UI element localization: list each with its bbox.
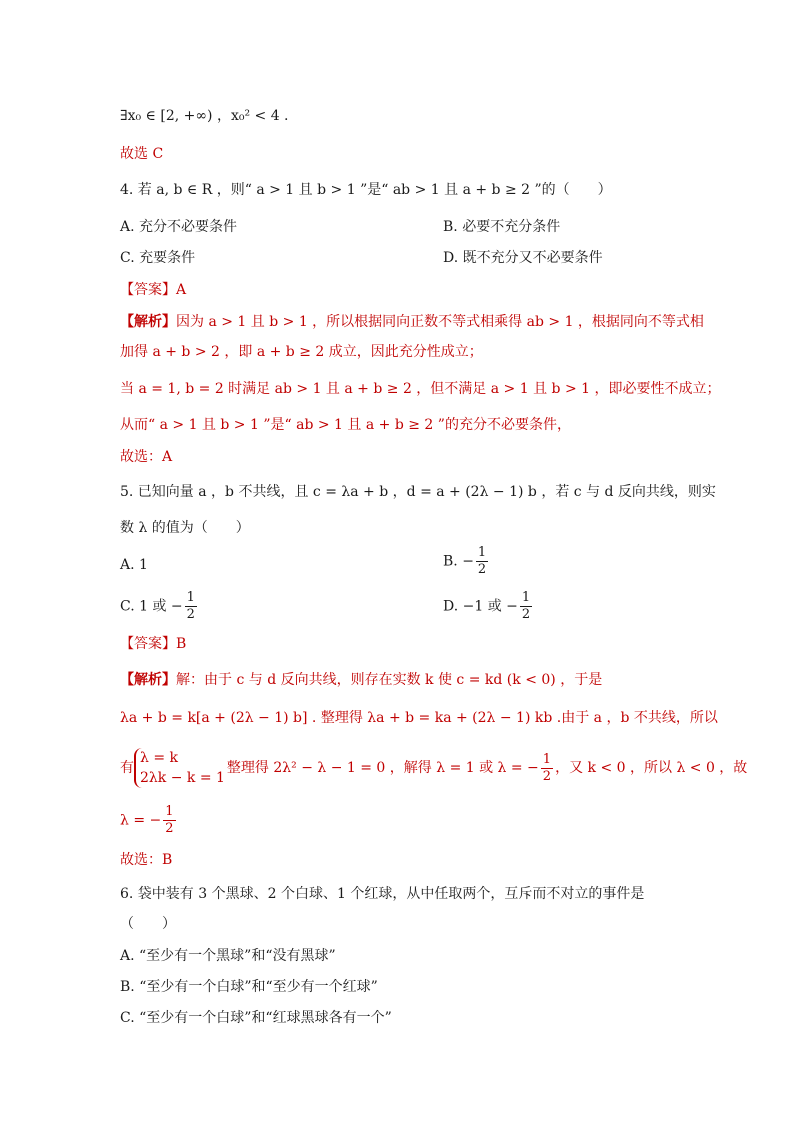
q5-exp3-middle: 整理得 2λ² − λ − 1 = 0 ，解得 λ = 1 或 λ = − xyxy=(226,760,539,776)
q5-stem-2: 数 λ 的值为（ ） xyxy=(120,520,250,536)
q5-final-answer: 故选：B xyxy=(120,852,173,868)
q5-exp1-text: 解：由于 c 与 d 反向共线，则存在实数 k 使 c = kd (k < 0) ，于是 xyxy=(176,672,603,688)
q4-option-b: B. 必要不充分条件 xyxy=(443,219,561,235)
q4-explanation-4: 从而“ a > 1 且 b > 1 ”是“ ab > 1 且 a + b ≥ 2 ”的充分不必要条件， xyxy=(120,417,571,433)
q5-option-b-prefix: B. − xyxy=(443,553,474,570)
q5-exp3-prefix: 有 xyxy=(120,760,134,776)
fraction xyxy=(541,752,553,785)
fraction-denominator: 2 xyxy=(477,562,487,577)
q5-explanation-3 xyxy=(120,748,747,788)
q5-explanation-2: λa + b = k[a + (2λ − 1) b] . 整理得 λa + b = ka + (2λ − 1) kb .由于 a ，b 不共线，所以 xyxy=(120,710,718,726)
continuation-line: ∃x₀ ∈ [2, +∞) ，x₀² < 4 . xyxy=(120,108,289,124)
fraction-numerator: 1 xyxy=(521,590,531,605)
fraction-numerator: 1 xyxy=(165,804,174,819)
q6-stem-1: 6. 袋中装有 3 个黑球、2 个白球、1 个红球，从中任取两个，互斥而不对立的事件是 xyxy=(120,886,645,902)
q4-explanation-1 xyxy=(120,312,704,332)
fraction xyxy=(185,590,197,623)
q5-exp4-prefix: λ = − xyxy=(120,812,162,829)
q5-option-a: A. 1 xyxy=(120,557,148,573)
q5-explanation-4 xyxy=(120,804,178,837)
previous-answer-line: 故选 C xyxy=(120,146,164,162)
fraction-numerator: 1 xyxy=(186,590,195,605)
q5-option-d-prefix: D. −1 或 − xyxy=(443,598,518,615)
fraction-denominator: 2 xyxy=(521,607,531,622)
q5-option-b xyxy=(443,545,490,578)
q6-option-b: B. “至少有一个白球”和“至少有一个红球” xyxy=(120,979,378,995)
system-equation-2: 2λk − k = 1 xyxy=(140,770,225,786)
explanation-tag: 【解析】 xyxy=(120,314,176,330)
q5-exp3-suffix: ，又 k < 0 ，所以 λ < 0 ，故 xyxy=(555,760,748,776)
q6-option-a: A. “至少有一个黑球”和“没有黑球” xyxy=(120,948,336,964)
q4-stem: 4. 若 a, b ∈ R ，则“ a > 1 且 b > 1 ”是“ ab > 1 且 a + b ≥ 2 ”的（ ） xyxy=(120,182,612,198)
q5-option-d xyxy=(443,590,534,623)
q5-answer: 【答案】B xyxy=(120,636,187,652)
q5-option-c-prefix: C. 1 或 − xyxy=(120,598,183,615)
q4-final-answer: 故选：A xyxy=(120,449,173,465)
q4-answer: 【答案】A xyxy=(120,282,187,298)
system-equation-1: λ = k xyxy=(140,750,178,766)
q5-explanation-1 xyxy=(120,670,602,690)
explanation-tag: 【解析】 xyxy=(120,672,176,688)
fraction xyxy=(476,545,488,578)
fraction-denominator: 2 xyxy=(186,607,195,622)
q4-exp1-text: 因为 a > 1 且 b > 1 ，所以根据同向正数不等式相乘得 ab > 1 ，根据同向不等式相 xyxy=(176,314,704,330)
fraction-numerator: 1 xyxy=(542,751,552,767)
q4-explanation-3: 当 a = 1, b = 2 时满足 ab > 1 且 a + b ≥ 2 ，但不满足 a > 1 且 b > 1 ，即必要性不成立； xyxy=(120,381,721,397)
q4-option-d: D. 既不充分又不必要条件 xyxy=(443,250,603,266)
fraction-denominator: 2 xyxy=(165,821,174,836)
fraction xyxy=(520,590,532,623)
q4-explanation-2: 加得 a + b > 2 ，即 a + b ≥ 2 成立，因此充分性成立； xyxy=(120,344,483,360)
q4-option-a: A. 充分不必要条件 xyxy=(120,219,238,235)
q5-stem-1: 5. 已知向量 a ，b 不共线，且 c = λa + b ，d = a + (2λ − 1) b ，若 c 与 d 反向共线，则实 xyxy=(120,484,716,500)
fraction-denominator: 2 xyxy=(542,768,552,784)
q6-stem-2: （ ） xyxy=(120,916,176,932)
equation-system xyxy=(134,748,225,788)
fraction xyxy=(163,804,175,837)
q5-option-c xyxy=(120,590,199,623)
fraction-numerator: 1 xyxy=(477,545,487,560)
q6-option-c: C. “至少有一个白球”和“红球黑球各有一个” xyxy=(120,1010,392,1026)
q4-option-c: C. 充要条件 xyxy=(120,250,196,266)
